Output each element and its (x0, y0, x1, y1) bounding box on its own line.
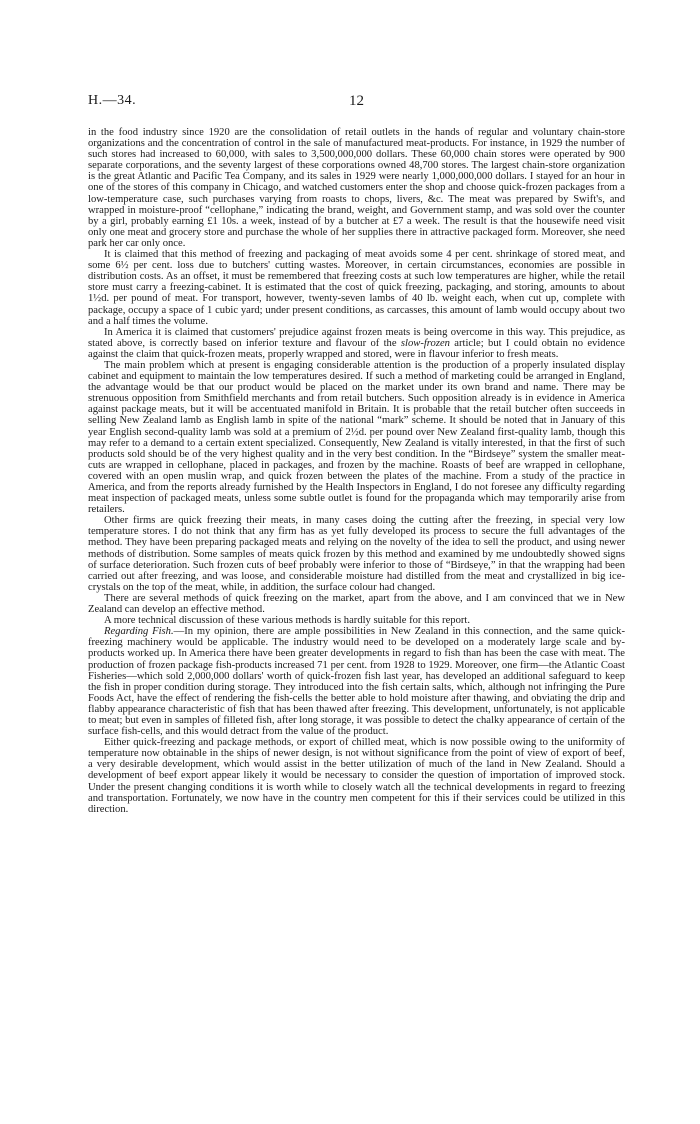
paragraph-main-problem: The main problem which at present is engaging considerable attention is the production of a properly insulated display cabinet and equipment to maintain the low temperatures desired. If such a method of marketing could be arranged in England, the advantage would be that our product would be placed on the market under its own brand and name. There may be strenuous opposition from Smithfield merchants and from retail butchers. Such opposition already is in evidence in America against package meats, but it will be accentuated manifold in Britain. It is probable that the retail butcher often succeeds in selling New Zealand lamb as English lamb in spite of the national “mark” scheme. It should be noted that in January of this year English second-quality lamb was sold at a premium of 2½d. per pound over New Zealand first-quality lamb, though this may refer to a demand to a certain extent specialized. Consequently, New Zealand is vitally interested, in that the first of such products sold should be of the very highest quality and in the very best condition. In the “Birdseye” system the smaller meat-cuts are wrapped in cellophane, placed in packages, and frozen by the machine. Roasts of beef are wrapped in cellophane, covered with an open muslin wrap, and quick frozen between the plates of the machine. From a study of the practice in America, and from the reports already furnished by the Health Inspectors in England, I do not foresee any difficulty regarding meat inspection of packaged meats, unless some subtle outlet is found for the propaganda which may temporarily arise from retailers. (88, 359, 625, 516)
paragraph-regarding-fish (88, 626, 625, 737)
section-heading-italic: Regarding Fish. (104, 626, 174, 638)
paragraph-text: article; but I could obtain no evidence against the claim that quick-frozen meats, properly wrapped and stored, were in flavour inferior to fresh meats. (88, 337, 625, 360)
document-reference: H.—34. (88, 93, 137, 108)
paragraph-continuation: in the food industry since 1920 are the consolidation of retail outlets in the hands of regular and voluntary chain-store organizations and the concentration of control in the sale of manufactured meat-products. For instance, in 1929 the number of such stores had increased to 60,000, with sales to 3,500,000,000 dollars. These 60,000 chain stores were operated by 900 separate corporations, and the seventy largest of these corporations owned 48,700 stores. The largest chain-store organization is the great Atlantic and Pacific Tea Company, and its sales in 1929 were nearly 1,000,000,000 dollars. I stayed for an hour in one of the stores of this company in Chicago, and watched customers enter the shop and choose quick-frozen packages from a low-temperature case, such purchases varying from roasts to chops, livers, &c. The meat was prepared by Swift's, and wrapped in moisture-proof “cellophane,” indicating the brand, weight, and Government stamp, and was sold over the counter by a girl, probably earning £1 10s. a week, instead of by a butcher at £7 a week. The result is that the housewife need visit only one meat and grocery store and purchase the whole of her supplies there in attractive packaged form. Moreover, she need park her car only once. (88, 127, 625, 249)
paragraph-technical-discussion: A more technical discussion of these various methods is hardly suitable for this report. (104, 615, 470, 627)
paragraph-other-firms: Other firms are quick freezing their meats, in many cases doing the cutting after the freezing, in special very low temperature stores. I do not think that any firm has as yet fully developed its process to secure the full advantages of the method. They have been preparing packaged meats and relying on the novelty of the idea to sell the product, and using newer methods of distribution. Some samples of meats quick frozen by this method and examined by me undoubtedly showed signs of surface deterioration. Such frozen cuts of beef probably were inferior to those of “Birdseye,” in that the wrapping had been carried out after freezing, and was loose, and considerable moisture had distilled from the meat and crystallized in big ice-crystals on the top of the meat, while, in addition, the surface colour had changed. (88, 515, 625, 593)
paragraph-several-methods: There are several methods of quick freezing on the market, apart from the above, and I am convinced that we in New Zealand can develop an effective method. (88, 592, 625, 616)
paragraph-chilled-meat: Either quick-freezing and package methods, or export of chilled meat, which is now possible owing to the uniformity of temperature now obtainable in the ships of newer design, is not without significance from the point of view of export of beef, a very desirable development, which would assist in the better utilization of much of the land in New Zealand. Should a development of beef export appear likely it would be necessary to consider the question of importation of improved stock. Under the present changing conditions it is worth while to closely watch all the technical developments in regard to freezing and transportation. Fortunately, we now have in the country men competent for this if their services could be utilized in this direction. (88, 737, 625, 815)
page-number: 12 (349, 93, 364, 109)
paragraph-freezing-claims: It is claimed that this method of freezing and packaging of meat avoids some 4 per cent. shrinkage of stored meat, and some 6½ per cent. loss due to butchers' cutting wastes. Moreover, in certain circumstances, economies are possible in distribution costs. As an offset, it must be remembered that freezing costs at such low temperatures are higher, while the retail store must carry a freezing-cabinet. It is estimated that the cost of quick freezing, packaging, and storing, amounts to about 1½d. per pound of meat. For transport, however, twenty-seven lambs of 40 lb. weight each, when cut up, complete with package, occupy a space of 1 cubic yard; under present conditions, as carcasses, this amount of lamb would occupy about two and a half times the volume. (88, 249, 625, 327)
italic-term: slow-frozen (400, 337, 450, 349)
body-text (88, 127, 625, 815)
paragraph-customer-prejudice (88, 327, 625, 360)
paragraph-text: In America it is claimed that customers' prejudice against frozen meats is being overcome in this way. This prejudice, as stated above, is correctly based on inferior texture and flavour of the (88, 326, 625, 349)
page-header (88, 93, 625, 113)
paragraph-text: —In my opinion, there are ample possibilities in New Zealand in this connection, and the same quick-freezing machinery would be applicable. The industry would need to be developed on a moderately large scale and by-products worked up. In America there have been greater developments in regard to fish than has been the case with meat. The production of frozen package fish-products increased 71 per cent. from 1928 to 1929. Moreover, one firm—the Atlantic Coast Fisheries—which sold 2,000,000 dollars' worth of quick-frozen fish last year, has developed an additional safeguard to keep the fish in proper condition during storage. They introduced into the fish certain salts, which, although not infringing the Pure Foods Act, have the effect of rendering the fish-cells the better able to hold moisture after thawing, and obviating the drip and flabby appearance characteristic of fish that has been thawed after freezing. This development, unfortunately, is not applicable to meat; but even in samples of filleted fish, after long storage, it was possible to detect the chalky appearance of certain of the surface fish-cells, and this would detract from the value of the product. (88, 626, 625, 738)
